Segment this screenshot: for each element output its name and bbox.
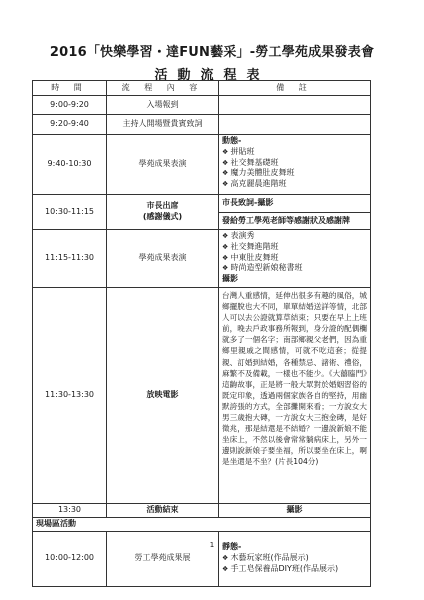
content-cell: 學苑成果表演 xyxy=(107,135,219,195)
note-cell xyxy=(219,531,371,586)
time-cell: 9:00-9:20 xyxy=(33,96,107,115)
list-item: ❖ 魔力美體肚皮舞班 xyxy=(222,168,367,179)
page-number: 1 xyxy=(209,541,215,549)
note-label: 靜態- xyxy=(222,542,242,552)
section-label: 現場區活動 xyxy=(33,517,371,531)
time-cell: 13:30 xyxy=(33,504,107,518)
table-row xyxy=(33,195,371,213)
content-line: (感謝儀式) xyxy=(142,212,183,221)
content-cell: 勞工學苑成果展 xyxy=(107,531,219,586)
header-time: 時 間 xyxy=(33,81,107,96)
header-row xyxy=(33,81,371,96)
table-row xyxy=(33,96,371,115)
table-row xyxy=(33,531,371,586)
note-label: 動態- xyxy=(222,136,242,145)
note-cell xyxy=(219,135,371,195)
list-item: ❖ 手工皂保養品DIY班(作品展示) xyxy=(222,564,367,575)
list-item: ❖ 木藝玩家班(作品展示) xyxy=(222,553,367,564)
header-content: 流 程 內 容 xyxy=(107,81,219,96)
content-cell xyxy=(107,195,219,230)
table-row xyxy=(33,135,371,195)
table-row xyxy=(33,288,371,504)
list-item: ❖ 拼貼班 xyxy=(222,147,367,158)
note-end: 攝影 xyxy=(222,274,238,284)
schedule-table xyxy=(32,80,371,587)
table-row xyxy=(33,230,371,288)
performance-list xyxy=(222,231,367,274)
table-row xyxy=(33,504,371,518)
time-cell: 10:30-11:15 xyxy=(33,195,107,230)
document-title: 2016「快樂學習・達FUN藝采」-勞工學苑成果發表會 xyxy=(49,45,375,60)
list-item: ❖ 高克麗晨進階班 xyxy=(222,179,367,190)
performance-list xyxy=(222,147,367,190)
time-cell: 11:15-11:30 xyxy=(33,230,107,288)
section-row xyxy=(33,517,371,531)
list-item: ❖ 時尚造型新娘秘書班 xyxy=(222,263,367,274)
note-cell xyxy=(219,288,371,504)
content-line: 市長出席 xyxy=(146,201,179,211)
list-item: ❖ 社交舞進階班 xyxy=(222,242,367,253)
header-note: 備 註 xyxy=(219,81,371,96)
content-cell: 活動結束 xyxy=(107,504,219,518)
note-cell xyxy=(219,115,371,135)
time-cell: 10:00-12:00 xyxy=(33,531,107,586)
content-cell: 學苑成果表演 xyxy=(107,230,219,288)
content-cell: 入場報到 xyxy=(107,96,219,115)
note-cell: 市長致詞-攝影 xyxy=(219,195,371,213)
note-cell xyxy=(219,230,371,288)
content-cell: 放映電影 xyxy=(107,288,219,504)
content-cell: 主持人開場暨貴賓致詞 xyxy=(107,115,219,135)
exhibit-list xyxy=(222,553,367,575)
note-cell xyxy=(219,96,371,115)
note-cell: 發給勞工學苑老師等感謝狀及感謝牌 xyxy=(219,213,371,230)
list-item: ❖ 表演秀 xyxy=(222,231,367,242)
time-cell: 9:40-10:30 xyxy=(33,135,107,195)
list-item: ❖ 社交舞基礎班 xyxy=(222,158,367,169)
time-cell: 9:20-9:40 xyxy=(33,115,107,135)
list-item: ❖ 中東肚皮舞班 xyxy=(222,253,367,264)
note-cell: 攝影 xyxy=(219,504,371,518)
document-subtitle: 活動流程表 xyxy=(154,68,270,83)
table-row xyxy=(33,115,371,135)
time-cell: 11:30-13:30 xyxy=(33,288,107,504)
movie-description: 台灣人重感情，延伸出很多有趣的風俗，城鄉擺脫也大不同，單單結婚送詳等情，北部人可以去公證就算草結束；只要在早上上班前，晚去戶政事務所報到，身分證的配偶欄就多了一個名字；南部鄉親父老們，因為重鄉里親戚之間感情，可就不吃這套；從提親、訂婚到結婚，各種禁忌、諸術、禮俗，麻繁不及備載，一樣也不能少。《大囍臨門》這齣故事，正是將一般大眾對於婚姻習俗的既定印象，透過兩個家族各自的堅持，用幽默誇張的方式，全部攤開來看；一方說女大男三歲抱大磚，一方說女大三抱金磚，是好徵兆，那是結還是不結婚？一邊說新娘不能坐床上，不然以後會常常躺病床上，另外一邊則說新娘子要坐福，所以要坐在床上，啊是坐還是不坐？(片長104分) xyxy=(222,291,367,467)
